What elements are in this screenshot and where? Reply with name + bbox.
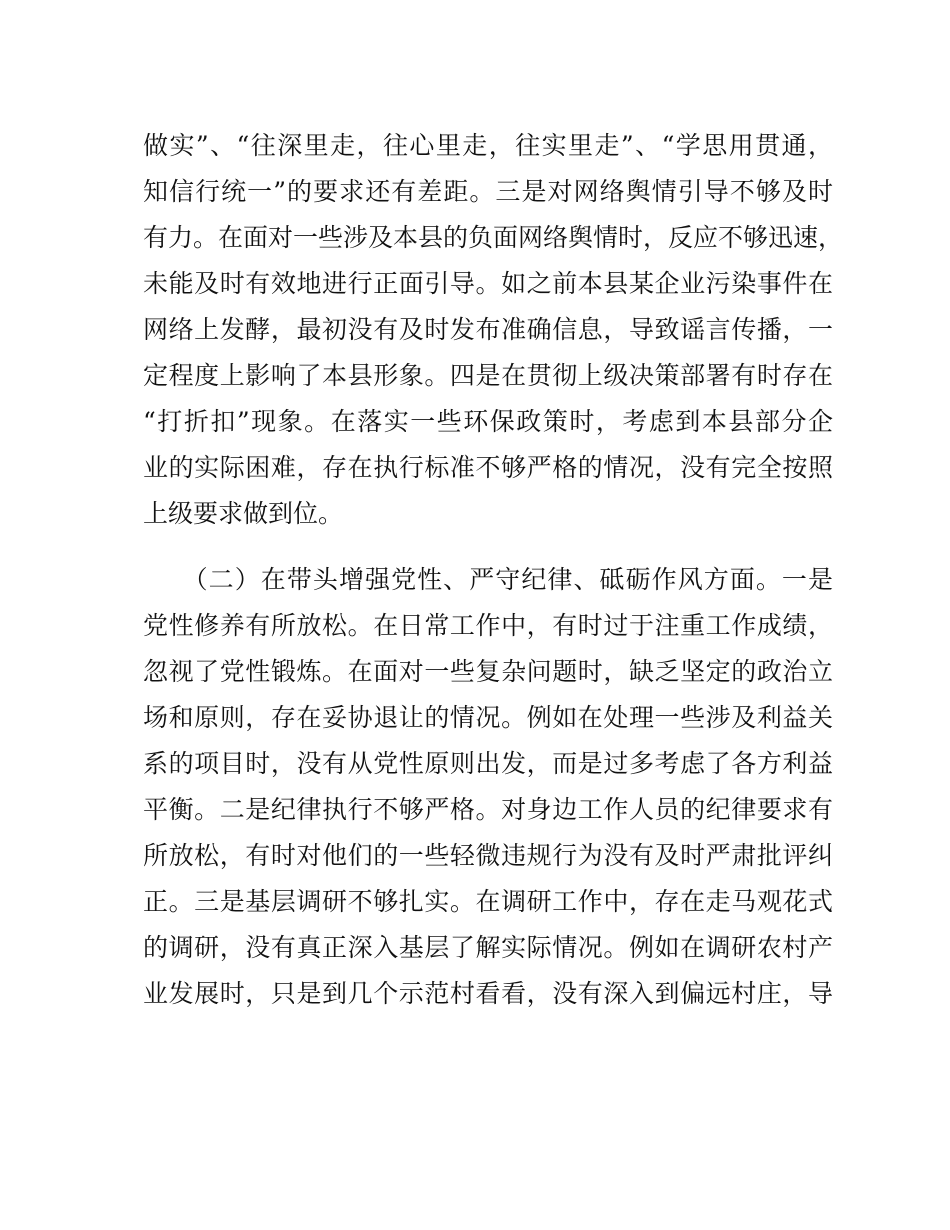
text-line: 网络上发酵，最初没有及时发布准确信息，导致谣言传播，一 bbox=[143, 315, 833, 344]
text-line: 做实”、“往深里走，往心里走，往实里走”、“学思用贯通， bbox=[143, 131, 833, 160]
paragraph-gap bbox=[143, 537, 833, 557]
text-line: 有力。在面对一些涉及本县的负面网络舆情时，反应不够迅速， bbox=[143, 223, 844, 252]
text-line: 平衡。二是纪律执行不够严格。对身边工作人员的纪律要求有 bbox=[143, 795, 833, 824]
text-line: 知信行统一”的要求还有差距。三是对网络舆情引导不够及时 bbox=[143, 177, 833, 206]
text-line: “打折扣”现象。在落实一些环保政策时，考虑到本县部分企 bbox=[143, 407, 833, 436]
text-line: 所放松，有时对他们的一些轻微违规行为没有及时严肃批评纠 bbox=[143, 841, 833, 870]
text-line: 上级要求做到位。 bbox=[143, 499, 344, 528]
text-line: 忽视了党性锻炼。在面对一些复杂问题时，缺乏坚定的政治立 bbox=[143, 657, 833, 686]
text-line: 未能及时有效地进行正面引导。如之前本县某企业污染事件在 bbox=[143, 269, 833, 298]
text-line: （二）在带头增强党性、严守纪律、砥砺作风方面。一是 bbox=[143, 565, 833, 594]
document-body bbox=[143, 123, 844, 1017]
text-line: 业发展时，只是到几个示范村看看，没有深入到偏远村庄，导 bbox=[143, 979, 833, 1008]
paragraph-1 bbox=[143, 123, 844, 537]
paragraph-2 bbox=[143, 557, 833, 1017]
text-line: 的调研，没有真正深入基层了解实际情况。例如在调研农村产 bbox=[143, 933, 833, 962]
text-line: 业的实际困难，存在执行标准不够严格的情况，没有完全按照 bbox=[143, 453, 833, 482]
text-line: 定程度上影响了本县形象。四是在贯彻上级决策部署有时存在 bbox=[143, 361, 833, 390]
text-line: 系的项目时，没有从党性原则出发，而是过多考虑了各方利益 bbox=[143, 749, 833, 778]
text-line: 正。三是基层调研不够扎实。在调研工作中，存在走马观花式 bbox=[143, 887, 833, 916]
text-line: 党性修养有所放松。在日常工作中，有时过于注重工作成绩， bbox=[143, 611, 833, 640]
text-line: 场和原则，存在妥协退让的情况。例如在处理一些涉及利益关 bbox=[143, 703, 833, 732]
